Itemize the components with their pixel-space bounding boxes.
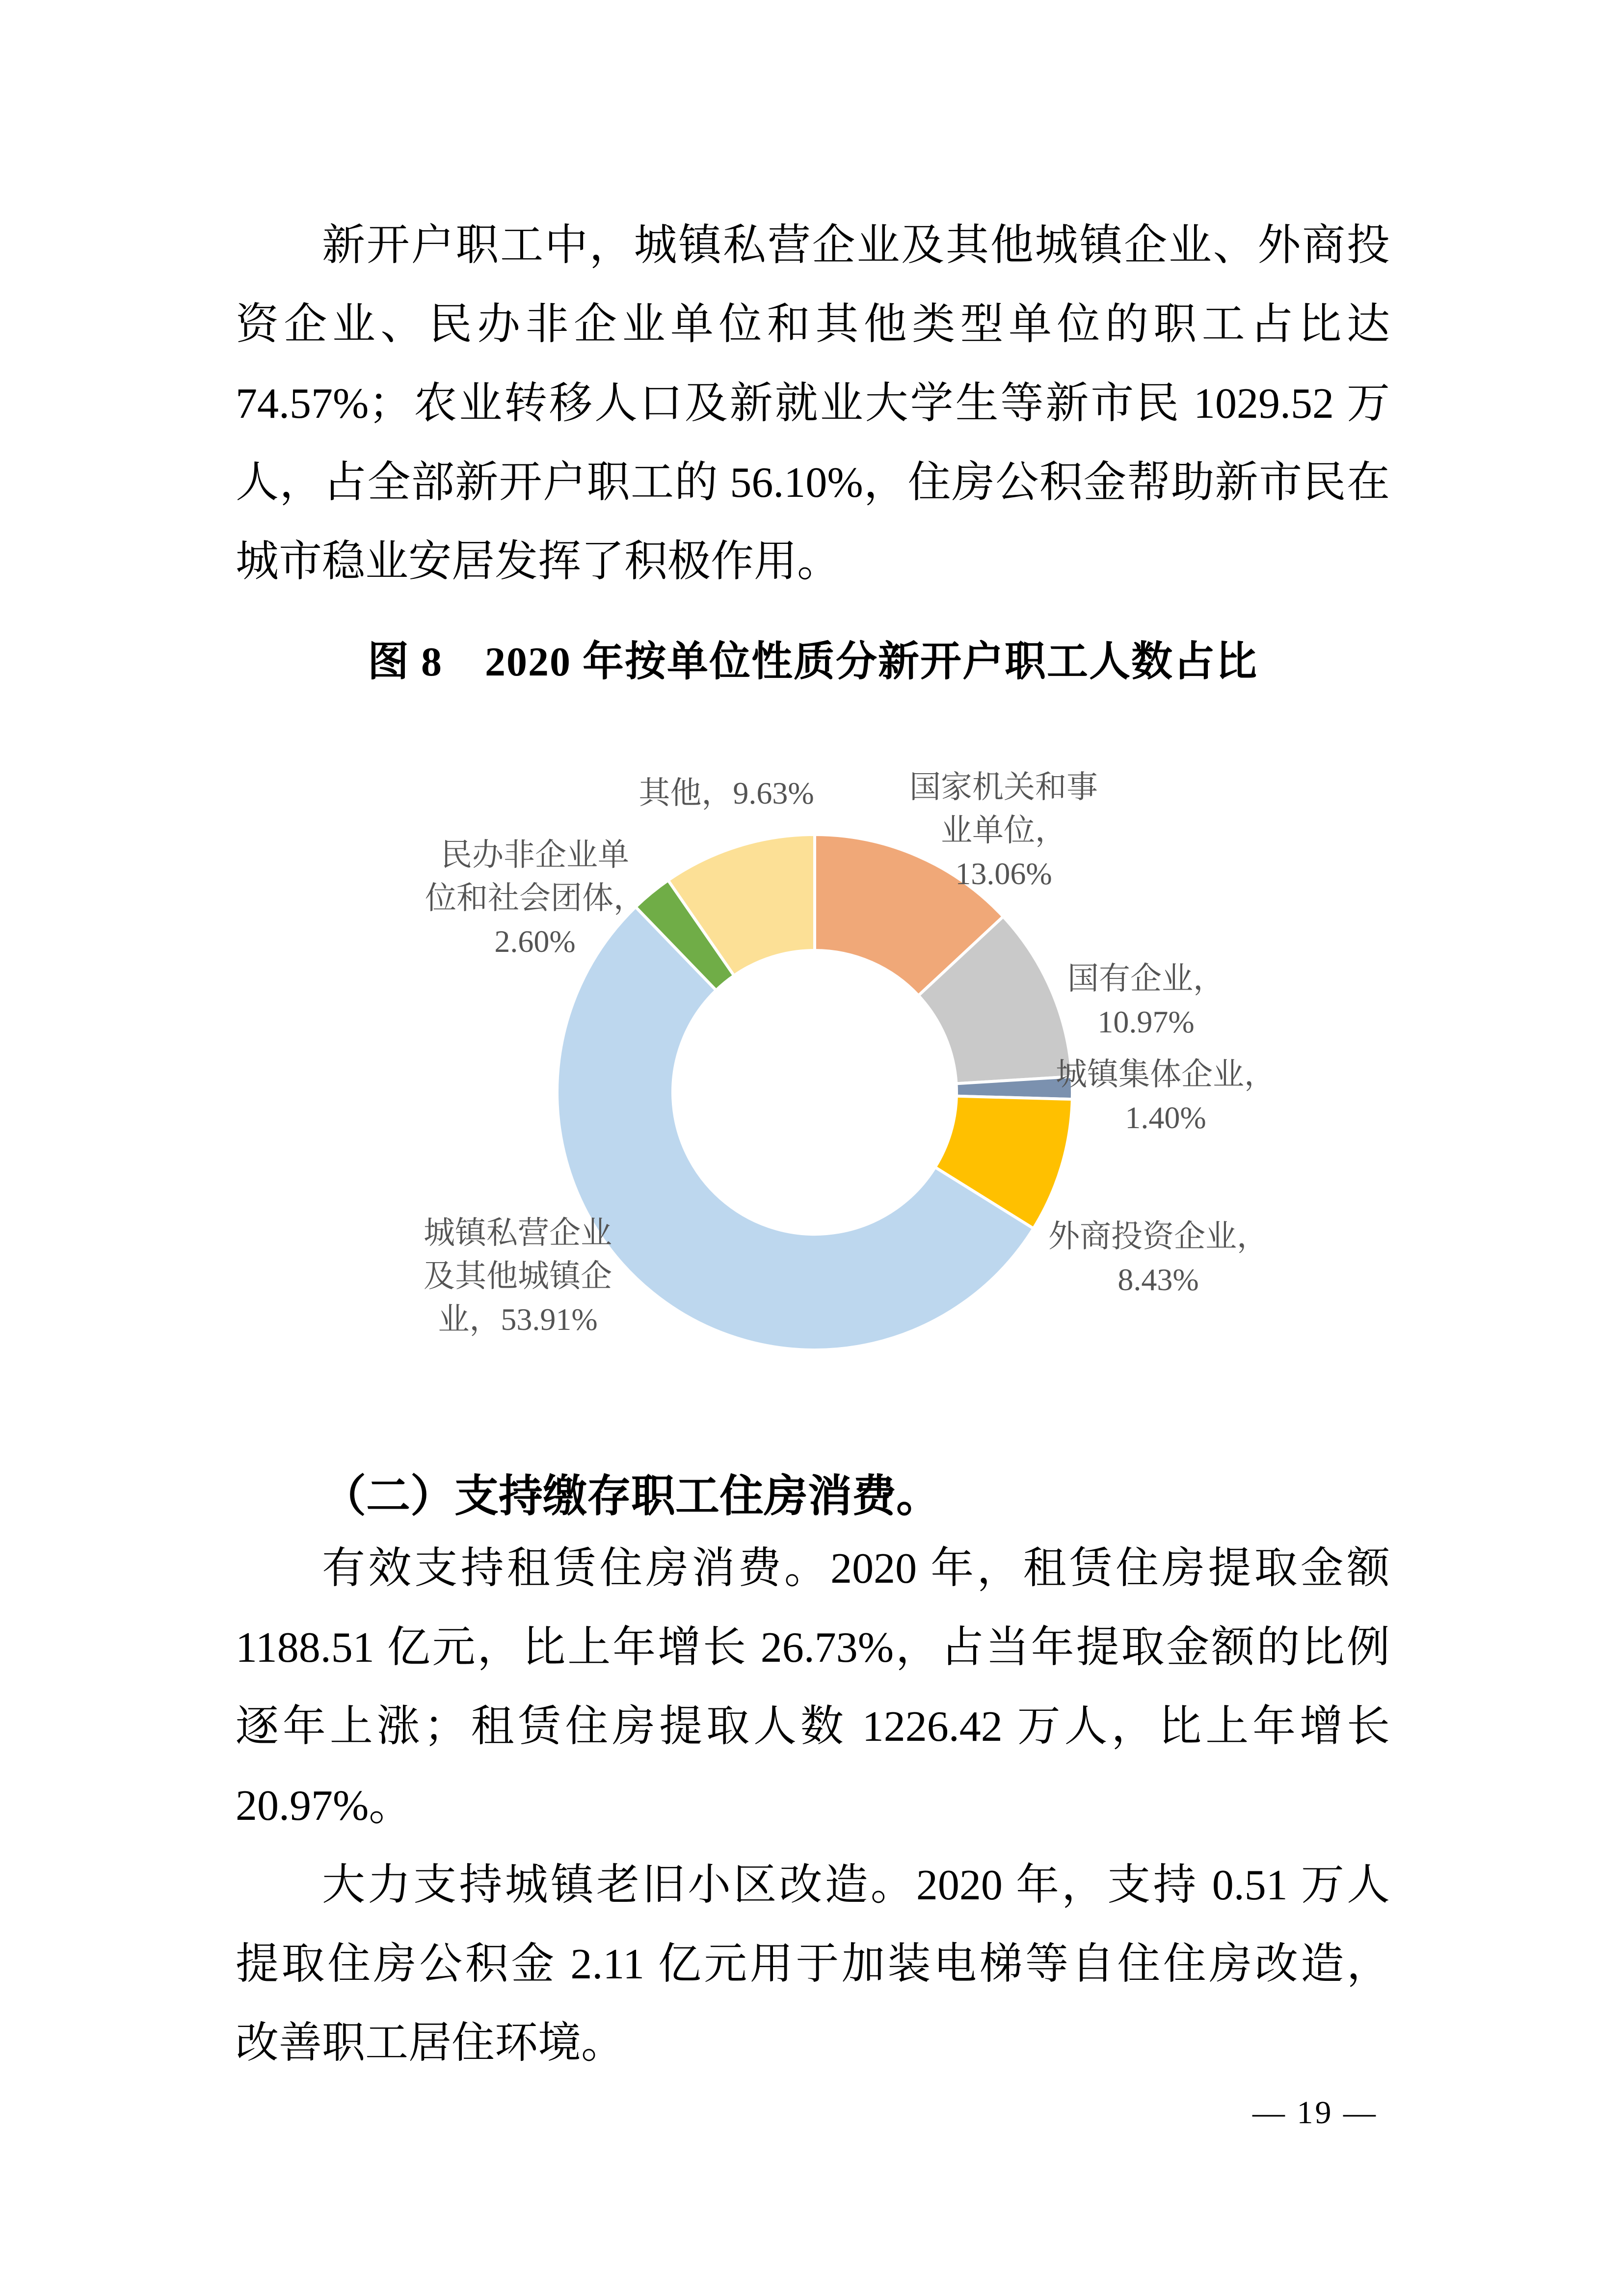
body-line: 20.97%。 [236,1782,412,1830]
paragraph-3 [236,1846,1390,2083]
chart-label-line: 1.40% [1125,1100,1206,1135]
body-line: 大力支持城镇老旧小区改造。2020 年，支持 0.51 万人 [322,1862,1390,1909]
chart-label-state-owned [1067,957,1224,1044]
figure-caption: 图 8 2020 年按单位性质分新开户职工人数占比 [367,639,1258,685]
chart-label-line: 国家机关和事 [909,770,1098,805]
body-line: 城市稳业安居发挥了积极作用。 [236,538,841,586]
body-line: 74.57%；农业转移人口及新就业大学生等新市民 1029.52 万 [236,380,1390,428]
body-line: 资企业、民办非企业单位和其他类型单位的职工占比达 [236,301,1390,349]
page-number: — 19 — [1252,2095,1378,2131]
chart-label-line: 城镇私营企业 [424,1216,612,1250]
chart-label-line: 2.60% [494,924,576,959]
body-line: 逐年上涨；租赁住房提取人数 1226.42 万人，比上年增长 [236,1703,1390,1751]
chart-label-line: 及其他城镇企 [424,1259,612,1294]
body-line: 改善职工居住环境。 [236,2020,625,2067]
chart-label-government-units [909,766,1098,895]
body-line: 提取住房公积金 2.11 亿元用于加装电梯等自住住房改造， [236,1941,1390,1988]
chart-label-line: 10.97% [1097,1004,1195,1039]
chart-label-line: 其他，9.63% [639,776,814,810]
body-line: 人，占全部新开户职工的 56.10%，住房公积金帮助新市民在 [236,459,1390,507]
chart-label-line: 8.43% [1117,1262,1199,1297]
body-line: 有效支持租赁住房消费。2020 年，租赁住房提取金额 [322,1545,1390,1593]
chart-label-line: 外商投资企业， [1048,1219,1268,1254]
paragraph-1 [236,206,1390,601]
chart-label-line: 业，53.91% [438,1302,598,1337]
chart-label-non-enterprise [425,834,645,963]
chart-label-other [639,772,814,815]
paragraph-2 [236,1529,1390,1845]
section-heading: （二）支持缴存职工住房消费。 [322,1472,940,1521]
chart-label-line: 民办非企业单 [441,837,629,872]
chart-label-foreign-invested [1048,1215,1268,1301]
chart-label-line: 13.06% [955,856,1052,891]
chart-label-line: 城镇集体企业， [1056,1057,1276,1092]
chart-label-private [424,1212,612,1341]
chart-label-collective [1056,1053,1276,1139]
chart-label-line: 业单位， [941,813,1066,848]
chart-label-line: 国有企业， [1067,961,1224,996]
chart-label-line: 位和社会团体， [425,881,645,916]
body-line: 1188.51 亿元，比上年增长 26.73%，占当年提取金额的比例 [236,1624,1390,1672]
body-line: 新开户职工中，城镇私营企业及其他城镇企业、外商投 [322,222,1390,270]
